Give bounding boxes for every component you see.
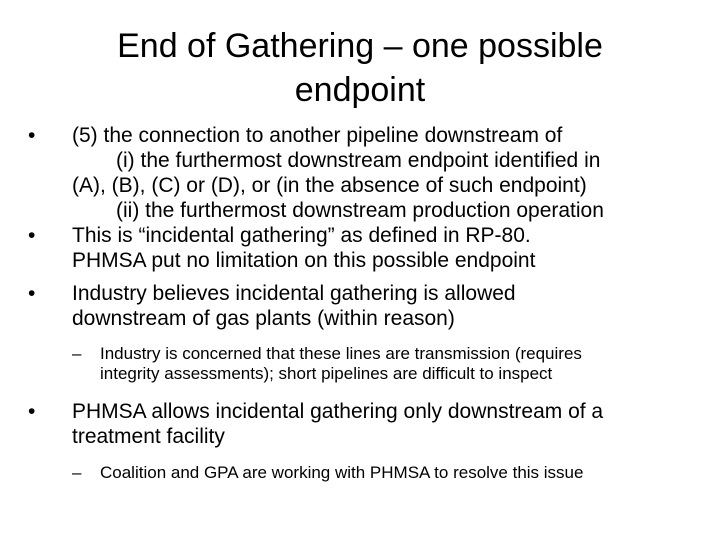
bullet-4-line-1: PHMSA allows incidental gathering only downstream of a	[72, 400, 604, 423]
bullet-3-line-1: Industry believes incidental gathering is allowed	[72, 282, 516, 305]
bullet-4-line-2: treatment facility	[72, 425, 225, 448]
sub-bullet-3	[20, 344, 700, 384]
sub-bullet-4-line-1: Coalition and GPA are working with PHMSA to resolve this issue	[100, 463, 584, 482]
sub-bullet-3-line-2: integrity assessments); short pipelines are difficult to inspect	[100, 364, 553, 383]
sub-bullet-4	[20, 463, 700, 483]
bullet-item-2	[20, 223, 700, 273]
bullet-marker: •	[28, 224, 36, 247]
bullet-2-line-2: PHMSA put no limitation on this possible endpoint	[72, 249, 536, 272]
bullet-item-3	[20, 281, 700, 331]
bullet-item-1	[20, 123, 700, 223]
sub-bullet-3-line-1: Industry is concerned that these lines are transmission (requires	[100, 344, 582, 363]
bullet-marker: •	[28, 400, 36, 423]
bullet-2-line-1: This is “incidental gathering” as defined in RP-80.	[72, 224, 531, 247]
bullet-1-line-3: (A), (B), (C) or (D), or (in the absence of such endpoint)	[72, 174, 587, 197]
title-line-2: endpoint	[294, 71, 426, 109]
bullet-marker: •	[28, 124, 36, 147]
bullet-marker: •	[28, 282, 36, 305]
sub-bullet-marker: –	[72, 344, 82, 363]
bullet-1-line-1: (5) the connection to another pipeline downstream of	[72, 124, 563, 147]
bullet-1-line-4: (ii) the furthermost downstream production operation	[116, 199, 604, 222]
slide-title	[60, 24, 660, 112]
sub-bullet-marker: –	[72, 463, 82, 482]
bullet-1-line-2: (i) the furthermost downstream endpoint identified in	[116, 149, 601, 172]
bullet-3-line-2: downstream of gas plants (within reason)	[72, 307, 455, 330]
title-line-1: End of Gathering – one possible	[117, 27, 603, 65]
bullet-item-4	[20, 399, 700, 449]
slide-body	[20, 123, 700, 483]
